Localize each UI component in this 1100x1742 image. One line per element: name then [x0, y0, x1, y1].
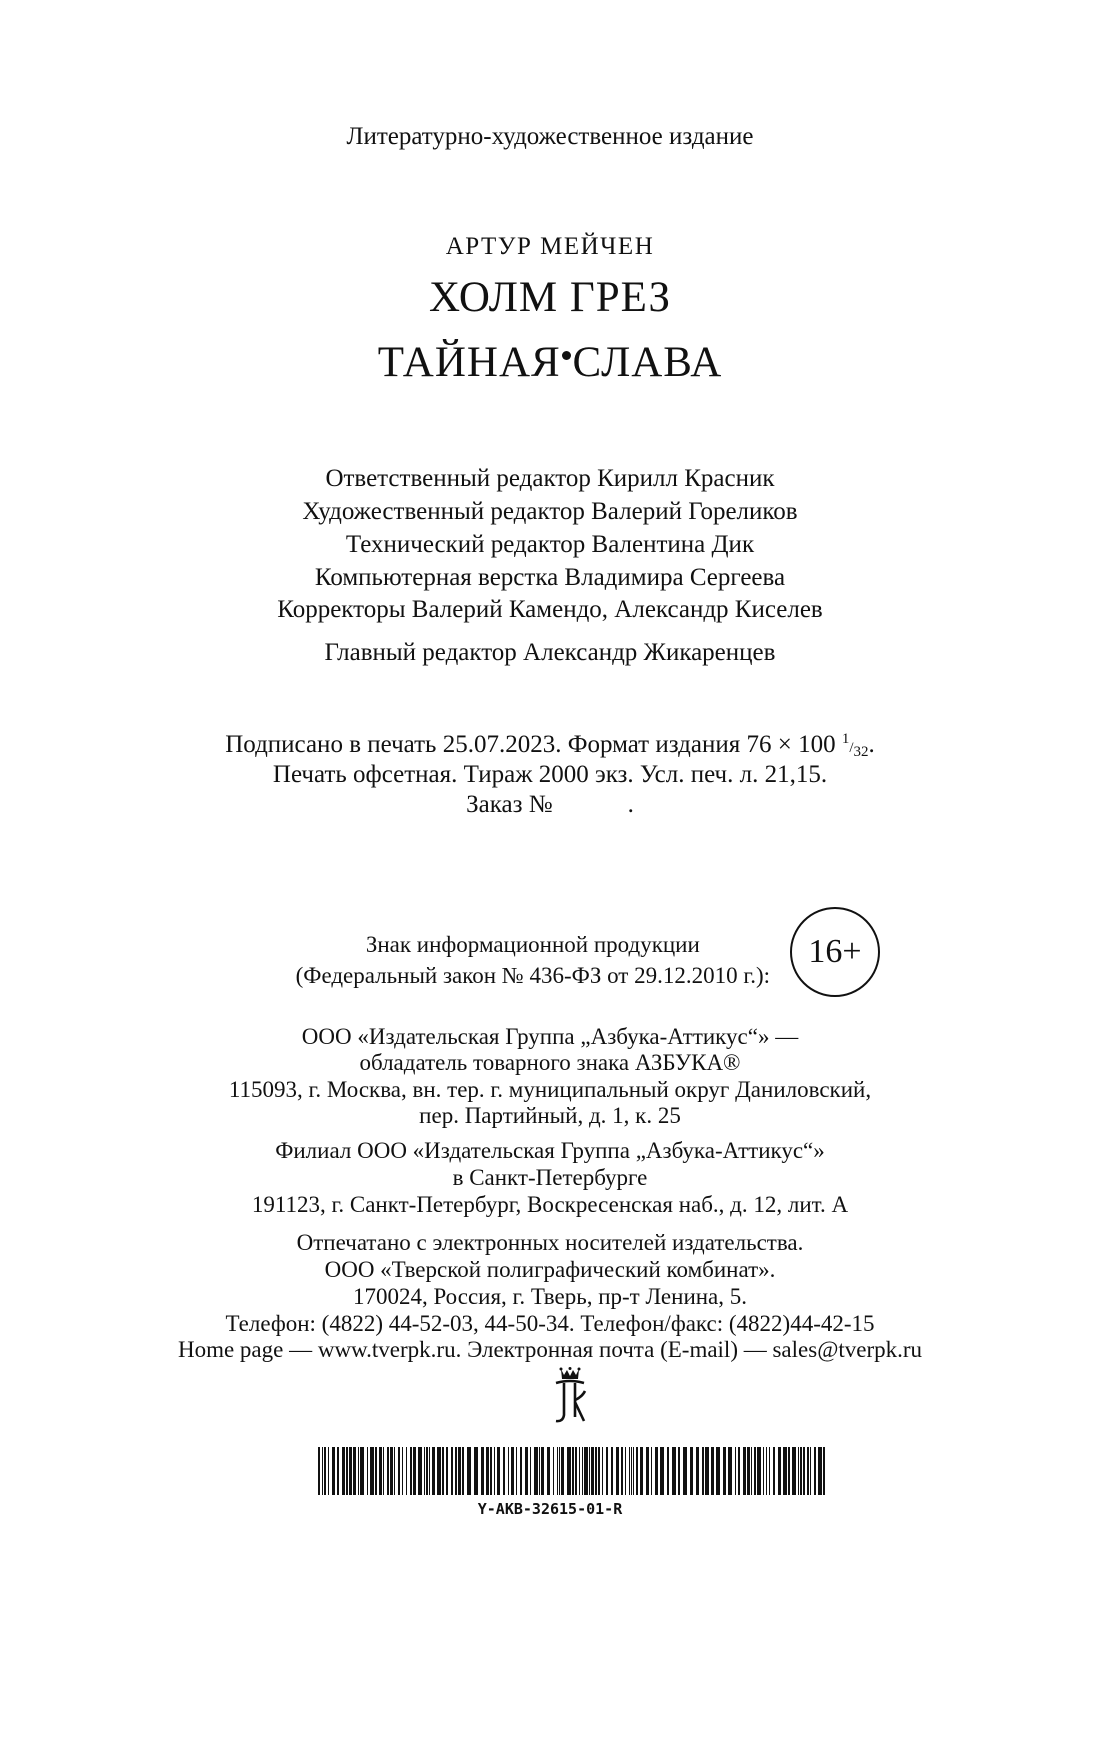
printer-logo-icon: [548, 1367, 592, 1425]
credit-line: Художественный редактор Валерий Гореликов: [302, 498, 798, 525]
order-number-line: [0, 792, 1100, 817]
age-rating-line-1: Знак информационной продукции: [365, 932, 700, 957]
order-number-text: Заказ № .: [466, 791, 634, 818]
credit-line: Технический редактор Валентина Дик: [345, 531, 755, 558]
fraction-slash: /: [849, 740, 854, 756]
print-info-line-2: Печать офсетная. Тираж 2000 экз. Усл. печ. л. 21,15.: [272, 761, 828, 788]
printer-line: ООО «Тверской полиграфический комбинат».: [324, 1257, 776, 1282]
print-info-period: .: [868, 731, 875, 758]
age-rating-text: [296, 929, 770, 991]
age-rating-line-2: (Федеральный закон № 436-ФЗ от 29.12.2010 г.):: [295, 963, 770, 988]
printer-line: Отпечатано с электронных носителей издательства.: [296, 1230, 804, 1255]
credit-line: Ответственный редактор Кирилл Красник: [325, 465, 775, 492]
publisher-line: 115093, г. Москва, вн. тер. г. муниципальный округ Даниловский,: [228, 1077, 872, 1102]
book-title-2: ТАЙНАЯ СЛАВА: [377, 339, 723, 386]
print-info-text: Подписано в печать 25.07.2023. Формат издания 76 × 100: [225, 731, 842, 758]
printer-line: Home page — www.tverpk.ru. Электронная почта (E-mail) — sales@tverpk.ru: [177, 1337, 923, 1362]
print-info-line-1: [0, 731, 1100, 760]
barcode: [318, 1447, 828, 1495]
branch-line: Филиал ООО «Издательская Группа „Азбука-Аттикус“»: [275, 1138, 825, 1163]
fraction-denominator: 32: [853, 744, 869, 760]
fraction-numerator: 1: [841, 731, 850, 747]
chief-editor-line: Главный редактор Александр Жикаренцев: [324, 639, 776, 666]
credit-line: Компьютерная верстка Владимира Сергеева: [314, 564, 786, 591]
publisher-line: обладатель товарного знака АЗБУКА®: [359, 1050, 741, 1075]
printer-line: 170024, Россия, г. Тверь, пр-т Ленина, 5.: [352, 1284, 748, 1309]
genre-label: Литературно-художественное издание: [346, 123, 754, 150]
author-name: АРТУР МЕЙЧЕН: [445, 233, 655, 260]
printer-line: Телефон: (4822) 44-52-03, 44-50-34. Телефон/факс: (4822)44-42-15: [225, 1311, 875, 1336]
credit-line: Корректоры Валерий Камендо, Александр Киселев: [277, 596, 823, 623]
format-fraction: [842, 731, 869, 760]
publisher-line: пер. Партийный, д. 1, к. 25: [419, 1103, 681, 1128]
branch-line: в Санкт-Петербурге: [452, 1165, 648, 1190]
barcode-label: Y-AKB-32615-01-R: [477, 1500, 623, 1518]
book-title-1: ХОЛМ ГРЕЗ: [428, 274, 672, 321]
branch-line: 191123, г. Санкт-Петербург, Воскресенская наб., д. 12, лит. А: [251, 1192, 849, 1217]
age-rating-badge: 16+: [790, 907, 880, 997]
publisher-line: ООО «Издательская Группа „Азбука-Аттикус“» —: [301, 1024, 799, 1049]
